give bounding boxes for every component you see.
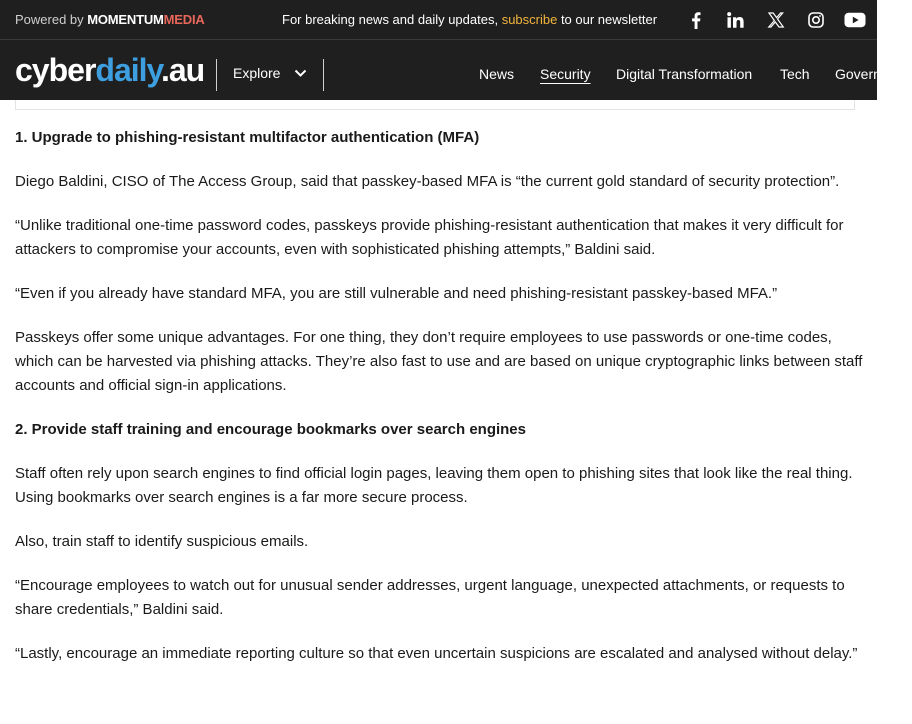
article-paragraph: Passkeys offer some unique advantages. For one thing, they don’t require employees to use passwords or one-time codes, which can be harvested via phishing attacks. They’re also fast to use and are based on unique cryptographic links between staff accounts and official sign-in applications.: [15, 329, 863, 394]
article-body: [15, 126, 863, 686]
article-paragraph: “Even if you already have standard MFA, you are still vulnerable and need phishing-resistant passkey-based MFA.”: [15, 285, 778, 302]
newsletter-promo: [282, 12, 657, 27]
instagram-icon[interactable]: [805, 10, 827, 30]
article-paragraph: “Encourage employees to watch out for unusual sender addresses, urgent language, unexpected attachments, or requests to share credentials,” Baldini said.: [15, 577, 845, 618]
explore-menu-button[interactable]: [233, 65, 307, 81]
x-icon[interactable]: [765, 10, 787, 30]
article-paragraph: Diego Baldini, CISO of The Access Group, said that passkey-based MFA is “the current gold standard of security protection”.: [15, 173, 840, 190]
youtube-icon[interactable]: [844, 10, 866, 30]
momentum-brand: MOMENTUM: [87, 12, 164, 27]
article-paragraph: Staff often rely upon search engines to find official login pages, leaving them open to phishing sites that look like the real thing. Using bookmarks over search engines is a far more secure process.: [15, 465, 853, 506]
top-bar: [0, 0, 877, 40]
article-paragraph: “Unlike traditional one-time password codes, passkeys provide phishing-resistant authentication that makes it very difficult for attackers to compromise your accounts, even with sophisticated phishing attempts,” Baldini said.: [15, 217, 844, 258]
nav-link-news[interactable]: News: [479, 66, 515, 82]
article-paragraph: Also, train staff to identify suspicious emails.: [15, 533, 309, 550]
site-logo[interactable]: [15, 52, 204, 88]
explore-label: Explore: [233, 65, 281, 81]
nav-link-digital-transformation[interactable]: Digital Transformation: [616, 66, 753, 82]
nav-divider: [216, 59, 217, 91]
powered-by-label: Powered by: [15, 12, 88, 27]
section-heading: 2. Provide staff training and encourage bookmarks over search engines: [15, 421, 526, 438]
logo-au: .au: [160, 52, 205, 88]
section-heading: 1. Upgrade to phishing-resistant multifactor authentication (MFA): [15, 129, 480, 146]
newsletter-text-post: to our newsletter: [557, 12, 658, 27]
content-box-edge: [15, 100, 855, 110]
nav-link-government[interactable]: Government: [835, 66, 912, 82]
subscribe-link[interactable]: subscribe: [501, 12, 558, 27]
logo-cyber: cyber: [15, 52, 96, 88]
powered-by[interactable]: [15, 12, 205, 27]
nav-link-tech[interactable]: Tech: [780, 66, 810, 82]
newsletter-text-pre: For breaking news and daily updates,: [282, 12, 502, 27]
main-nav: [0, 40, 912, 100]
chevron-down-icon: [294, 69, 307, 78]
nav-link-security[interactable]: Security: [540, 66, 591, 82]
facebook-icon[interactable]: [685, 10, 707, 30]
logo-daily: daily: [95, 52, 161, 88]
nav-divider: [323, 59, 324, 91]
linkedin-icon[interactable]: [724, 10, 746, 30]
article-paragraph: “Lastly, encourage an immediate reporting culture so that even uncertain suspicions are escalated and analysed without delay.”: [15, 645, 858, 662]
media-brand: MEDIA: [163, 12, 205, 27]
